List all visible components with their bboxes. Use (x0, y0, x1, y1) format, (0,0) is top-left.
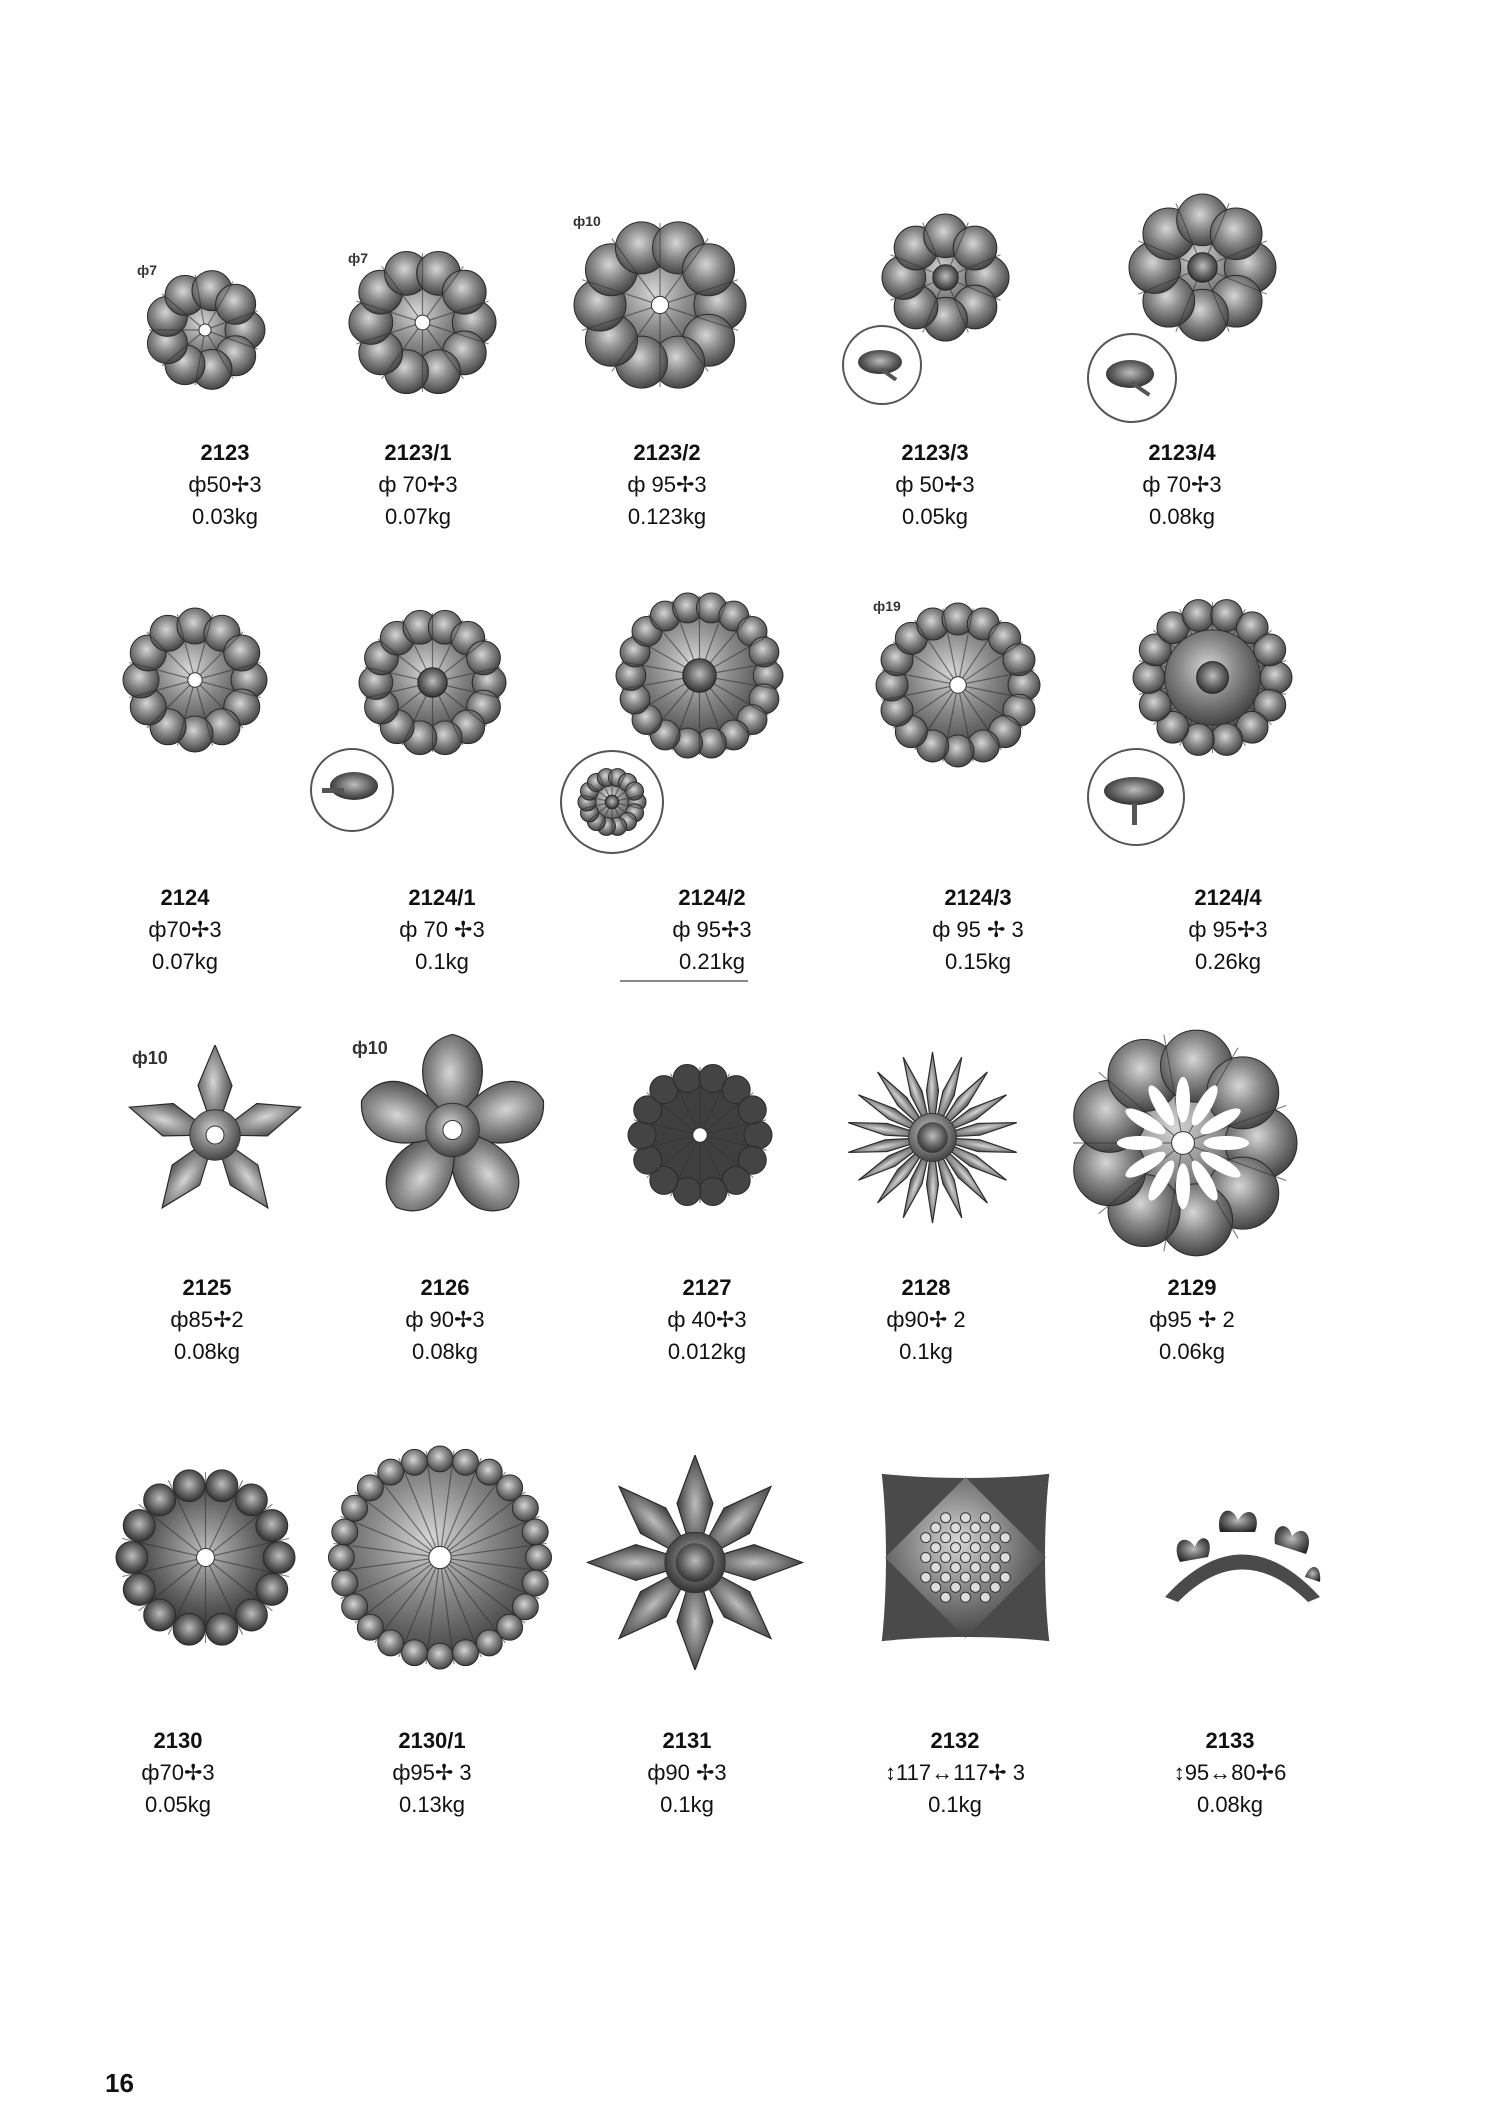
product-code: 2126 (420, 1275, 470, 1300)
product-code: 2132 (930, 1728, 980, 1753)
product-image-2123-2 (570, 215, 750, 395)
product-label (547, 437, 787, 533)
product-code: 2123/4 (1148, 440, 1216, 465)
product-dimensions: ф 50✢3 (895, 472, 975, 497)
product-label (835, 1725, 1075, 1821)
product-image-2131 (580, 1455, 810, 1670)
product-dimensions: ф 95✢3 (1188, 917, 1268, 942)
product-image-2124-3 (873, 600, 1043, 770)
product-label (587, 1272, 827, 1368)
product-dimensions: ф 70✢3 (1142, 472, 1222, 497)
product-image-2124 (120, 605, 270, 755)
product-weight: 0.1kg (660, 1792, 714, 1817)
product-image-2124-1 (355, 605, 510, 760)
product-image-2128 (845, 1050, 1020, 1225)
product-label (298, 437, 538, 533)
product-image-2125 (120, 1045, 310, 1225)
product-image-2127 (625, 1060, 775, 1210)
product-dimensions: ф70✢3 (148, 917, 222, 942)
product-weight: 0.05kg (901, 504, 969, 529)
side-view-inset (560, 750, 664, 854)
product-dimensions: ф50✢3 (188, 472, 262, 497)
product-code: 2123 (200, 440, 250, 465)
product-weight: 0.123kg (627, 504, 707, 529)
product-weight: 0.06kg (1158, 1339, 1226, 1364)
product-code: 2133 (1205, 1728, 1255, 1753)
product-label (325, 1272, 565, 1368)
product-dimensions: ф 70 ✢3 (399, 917, 485, 942)
product-dimensions: ↕117↔117✢ 3 (885, 1760, 1025, 1785)
product-code: 2130/1 (398, 1728, 466, 1753)
product-label (806, 1272, 1046, 1368)
hole-diameter-annotation: ф10 (352, 1038, 388, 1058)
product-code: 2123/1 (384, 440, 452, 465)
divider-line (620, 980, 748, 982)
product-code: 2127 (682, 1275, 732, 1300)
product-image-2124-4 (1130, 595, 1295, 760)
hole-diameter-annotation: ф19 (873, 598, 901, 614)
product-weight: 0.21kg (678, 949, 746, 974)
product-image-2123-4 (1125, 190, 1280, 345)
product-code: 2130 (153, 1728, 203, 1753)
page-number: 16 (105, 2068, 134, 2098)
side-view-inset (310, 748, 394, 832)
product-dimensions: ф 95✢3 (627, 472, 707, 497)
product-code: 2124/2 (678, 885, 746, 910)
product-dimensions: ф95✢ 3 (392, 1760, 472, 1785)
product-label (65, 882, 305, 978)
product-weight: 0.07kg (384, 504, 452, 529)
side-view-inset (1087, 333, 1177, 423)
product-label (567, 1725, 807, 1821)
product-label (312, 1725, 552, 1821)
product-dimensions: ф90✢ 2 (886, 1307, 966, 1332)
product-code: 2124/1 (408, 885, 476, 910)
product-label (592, 882, 832, 978)
product-code: 2124 (160, 885, 210, 910)
product-weight: 0.08kg (1196, 1792, 1264, 1817)
product-label (1072, 1272, 1312, 1368)
product-label (322, 882, 562, 978)
product-label (1108, 882, 1348, 978)
product-dimensions: ф95 ✢ 2 (1149, 1307, 1235, 1332)
product-label (815, 437, 1055, 533)
product-image-2124-2 (612, 588, 787, 763)
product-dimensions: ф90 ✢3 (647, 1760, 727, 1785)
product-code: 2131 (662, 1728, 712, 1753)
product-weight: 0.15kg (944, 949, 1012, 974)
product-weight: 0.08kg (173, 1339, 241, 1364)
product-image-2123 (140, 265, 270, 395)
product-code: 2124/4 (1194, 885, 1262, 910)
product-dimensions: ф85✢2 (170, 1307, 244, 1332)
product-weight: 0.05kg (144, 1792, 212, 1817)
product-weight: 0.13kg (398, 1792, 466, 1817)
product-image-2126 (345, 1030, 560, 1230)
side-view-inset (842, 325, 922, 405)
product-dimensions: ф 40✢3 (667, 1307, 747, 1332)
product-label (1062, 437, 1302, 533)
product-dimensions: ф 95✢3 (672, 917, 752, 942)
product-code: 2123/2 (633, 440, 701, 465)
product-dimensions: ф 70✢3 (378, 472, 458, 497)
product-dimensions: ↕95↔80✢6 (1173, 1760, 1287, 1785)
product-weight: 0.03kg (191, 504, 259, 529)
product-code: 2124/3 (944, 885, 1012, 910)
product-image-2123-1 (345, 245, 500, 400)
product-label (87, 1272, 327, 1368)
product-label (58, 1725, 298, 1821)
product-code: 2125 (182, 1275, 232, 1300)
product-weight: 0.08kg (1148, 504, 1216, 529)
product-weight: 0.07kg (151, 949, 219, 974)
product-code: 2129 (1167, 1275, 1217, 1300)
product-image-2130 (113, 1465, 298, 1650)
product-code: 2128 (901, 1275, 951, 1300)
side-view-inset (1087, 748, 1185, 846)
product-dimensions: ф 95 ✢ 3 (932, 917, 1024, 942)
product-image-2132 (843, 1435, 1088, 1680)
product-weight: 0.1kg (899, 1339, 953, 1364)
product-weight: 0.08kg (411, 1339, 479, 1364)
hole-diameter-annotation: ф10 (132, 1048, 168, 1068)
hole-diameter-annotation: ф7 (137, 262, 158, 278)
hole-diameter-annotation: ф7 (348, 250, 369, 266)
product-image-2130-1 (325, 1440, 555, 1675)
product-code: 2123/3 (901, 440, 969, 465)
product-image-2129 (1063, 1028, 1303, 1258)
product-dimensions: ф70✢3 (141, 1760, 215, 1785)
product-weight: 0.1kg (928, 1792, 982, 1817)
product-weight: 0.012kg (667, 1339, 747, 1364)
product-image-2123-3 (878, 210, 1013, 345)
product-image-2133 (1160, 1502, 1325, 1617)
product-weight: 0.1kg (415, 949, 469, 974)
hole-diameter-annotation: ф10 (573, 213, 601, 229)
product-dimensions: ф 90✢3 (405, 1307, 485, 1332)
product-label (858, 882, 1098, 978)
product-label (1110, 1725, 1350, 1821)
product-weight: 0.26kg (1194, 949, 1262, 974)
